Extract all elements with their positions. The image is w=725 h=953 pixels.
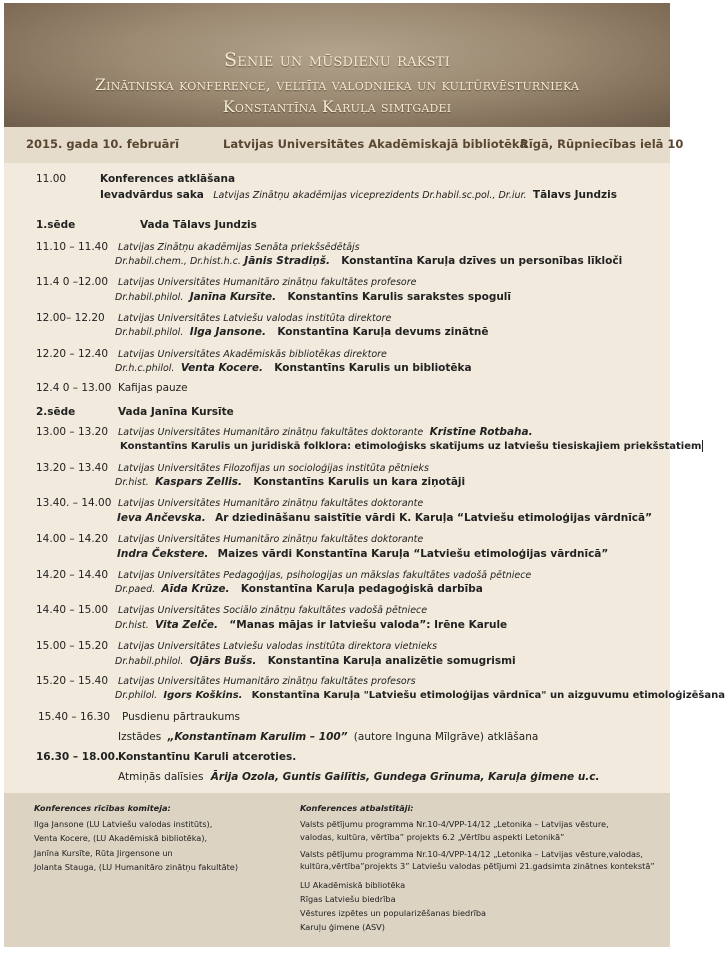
conference-subtitle-line1: Zinātniska konference, veltīta valodnieka un kultūrvēsturnieka [94,75,580,94]
opening-intro: Ievadvārdus saka Latvijas Zinātņu akadēmijas viceprezidents Dr.habil.sc.pol., Dr.iur. Tālavs Jundzis [100,189,617,201]
talk3-time: 12.00– 12.20 [36,312,105,324]
committee-title: Konferences rīcības komiteja: [34,803,171,813]
supporter-item: Valsts pētījumu programma Nr.10-4/VPP-14/12 „Letonika – Latvijas vēsture, [300,819,609,829]
talk11-time: 15.00 – 15.20 [36,640,109,652]
program-schedule [4,163,725,793]
lunch-time: 15.40 – 16.30 [38,711,111,723]
opening-time: 11.00 [36,173,67,185]
opening-title: Konferences atklāšana [100,173,236,185]
supporter-item: Vēstures izpētes un popularizēšanas biedrība [300,908,487,918]
committee-member: Jolanta Stauga, (LU Humanitāro zinātņu fakultāte) [34,862,239,872]
talk2-time: 11.4 0 –12.00 [36,276,109,288]
conference-subtitle-line2: Konstantīna Karuļa simtgadei [222,97,452,116]
talk9-speaker: Dr.paed. Aīda Krūze. Konstantīna Karuļa pedagoģiskā darbība [115,583,483,595]
talk2-speaker: Dr.habil.philol. Janīna Kursīte. Konstantīns Karulis sarakstes spogulī [115,291,512,303]
talk8-speaker: Indra Čekstere. Maizes vārdi Konstantīna Karuļa “Latviešu etimoloģijas vārdnīcā” [117,548,609,560]
talk5-role-line: Latvijas Universitātes Humanitāro zinātņu fakultātes doktorante Kristīne Rotbaha. [118,426,533,438]
talk1-role: Latvijas Zinātņu akadēmijas Senāta priekšsēdētājs [118,242,360,253]
talk5-time: 13.00 – 13.20 [36,426,109,438]
talk12-time: 15.20 – 15.40 [36,675,109,687]
talk10-role: Latvijas Universitātes Sociālo zinātņu fakultātes vadošā pētniece [118,605,428,616]
exhibition-line: Izstādes „Konstantīnam Karulim – 100” (autore Inguna Mīlgrāve) atklāšana [118,731,539,743]
talk5-title: Konstantīns Karulis un juridiskā folklora: etimoloģisks skatījums uz latviešu tiesiskajiem priekšstatiem [120,441,702,452]
talk3-speaker: Dr.habil.philol. Ilga Jansone. Konstantīna Karuļa devums zinātnē [115,326,489,338]
committee-member: Ilga Jansone (LU Latviešu valodas institūts), [34,819,213,829]
supporters-title: Konferences atbalstītāji: [300,803,414,813]
coffee-break-label: Kafijas pauze [118,382,188,394]
talk6-time: 13.20 – 13.40 [36,462,109,474]
session1-label: 1.sēde [36,219,76,231]
event-date: 2015. gada 10. februārī [26,137,180,151]
event-info-bar [4,127,684,163]
supporter-item: valodas, kultūra, vērtība” projekts 6.2 „Vērtību aspekti Letonikā” [300,832,565,842]
coffee-break-time: 12.4 0 – 13.00 [36,382,112,394]
supporter-item: Karuļu ģimene (ASV) [300,922,385,932]
session2-chair: Vada Janīna Kursīte [118,406,234,418]
talk6-role: Latvijas Universitātes Filozofijas un socioloģijas institūta pētnieks [118,463,430,474]
final-session-time: 16.30 – 18.00. [36,751,119,763]
text-cursor [702,440,703,452]
session1-chair: Vada Tālavs Jundzis [140,219,257,231]
talk12-speaker: Dr.philol. Igors Koškins. Konstantīna Karuļa "Latviešu etimoloģijas vārdnīca" un aizguvumu etimoloģizēšana [115,690,725,701]
event-address: Rīgā, Rūpniecības ielā 10 [520,137,684,151]
final-session-title: Konstantīnu Karuli atceroties. [118,751,297,763]
program-page [4,3,725,947]
supporter-item: kultūra,vērtība”projekts 3” Latviešu valodas pētījumi 21.gadsimta zinātnes kontekstā” [300,861,655,871]
talk9-time: 14.20 – 14.40 [36,569,109,581]
memories-line: Atmiņās dalīsies Ārija Ozola, Guntis Gailītis, Gundega Grīnuma, Karuļa ģimene u.c. [118,771,600,783]
talk6-speaker: Dr.hist. Kaspars Zellis. Konstantīns Karulis un kara ziņotāji [115,476,466,488]
talk8-role: Latvijas Universitātes Humanitāro zinātņu fakultātes doktorante [118,534,424,545]
talk1-speaker: Dr.habil.chem., Dr.hist.h.c. Jānis Stradiņš. Konstantīna Karuļa dzīves un personības līkloči [115,255,623,267]
talk7-speaker: Ieva Ančevska. Ar dziedināšanu saistītie vārdi K. Karuļa “Latviešu etimoloģijas vārdnīcā” [117,512,653,524]
talk7-role: Latvijas Universitātes Humanitāro zinātņu fakultātes doktorante [118,498,424,509]
conference-title: Senie un mūsdienu raksti [224,49,450,71]
supporter-item: LU Akadēmiskā bibliotēka [300,880,406,890]
supporter-item: Valsts pētījumu programma Nr.10-4/VPP-14/12 „Letonika – Latvijas vēsture,valodas, [300,849,643,859]
lunch-label: Pusdienu pārtraukums [122,711,241,723]
committee-member: Venta Kocere, (LU Akadēmiskā bibliotēka), [34,833,208,843]
talk11-role: Latvijas Universitātes Latviešu valodas institūta direktora vietnieks [118,641,438,652]
talk4-speaker: Dr.h.c.philol. Venta Kocere. Konstantīns Karulis un bibliotēka [115,362,472,374]
header-banner [4,3,670,127]
talk10-time: 14.40 – 15.00 [36,604,109,616]
talk8-time: 14.00 – 14.20 [36,533,109,545]
talk4-role: Latvijas Universitātes Akadēmiskās bibliotēkas direktore [118,349,387,360]
footer-credits [4,793,670,947]
talk12-role: Latvijas Universitātes Humanitāro zinātņu fakultātes profesors [118,676,416,687]
talk7-time: 13.40. – 14.00 [36,497,112,509]
talk11-speaker: Dr.habil.philol. Ojārs Bušs. Konstantīna Karuļa analizētie somugrismi [115,655,516,667]
talk3-role: Latvijas Universitātes Latviešu valodas institūta direktore [118,313,392,324]
talk4-time: 12.20 – 12.40 [36,348,109,360]
event-venue: Latvijas Universitātes Akadēmiskajā bibliotēkā [223,137,528,151]
supporter-item: Rīgas Latviešu biedrība [300,894,396,904]
talk9-role: Latvijas Universitātes Pedagoģijas, psihologijas un mākslas fakultātes vadošā pētniece [118,570,532,581]
session2-label: 2.sēde [36,406,76,418]
committee-member: Janīna Kursīte, Rūta Jirgensone un [34,848,173,858]
talk10-speaker: Dr.hist. Vita Zelče. “Manas mājas ir latviešu valoda”: Irēne Karule [115,619,508,631]
talk2-role: Latvijas Universitātes Humanitāro zinātņu fakultātes profesore [118,277,417,288]
talk1-time: 11.10 – 11.40 [36,241,109,253]
